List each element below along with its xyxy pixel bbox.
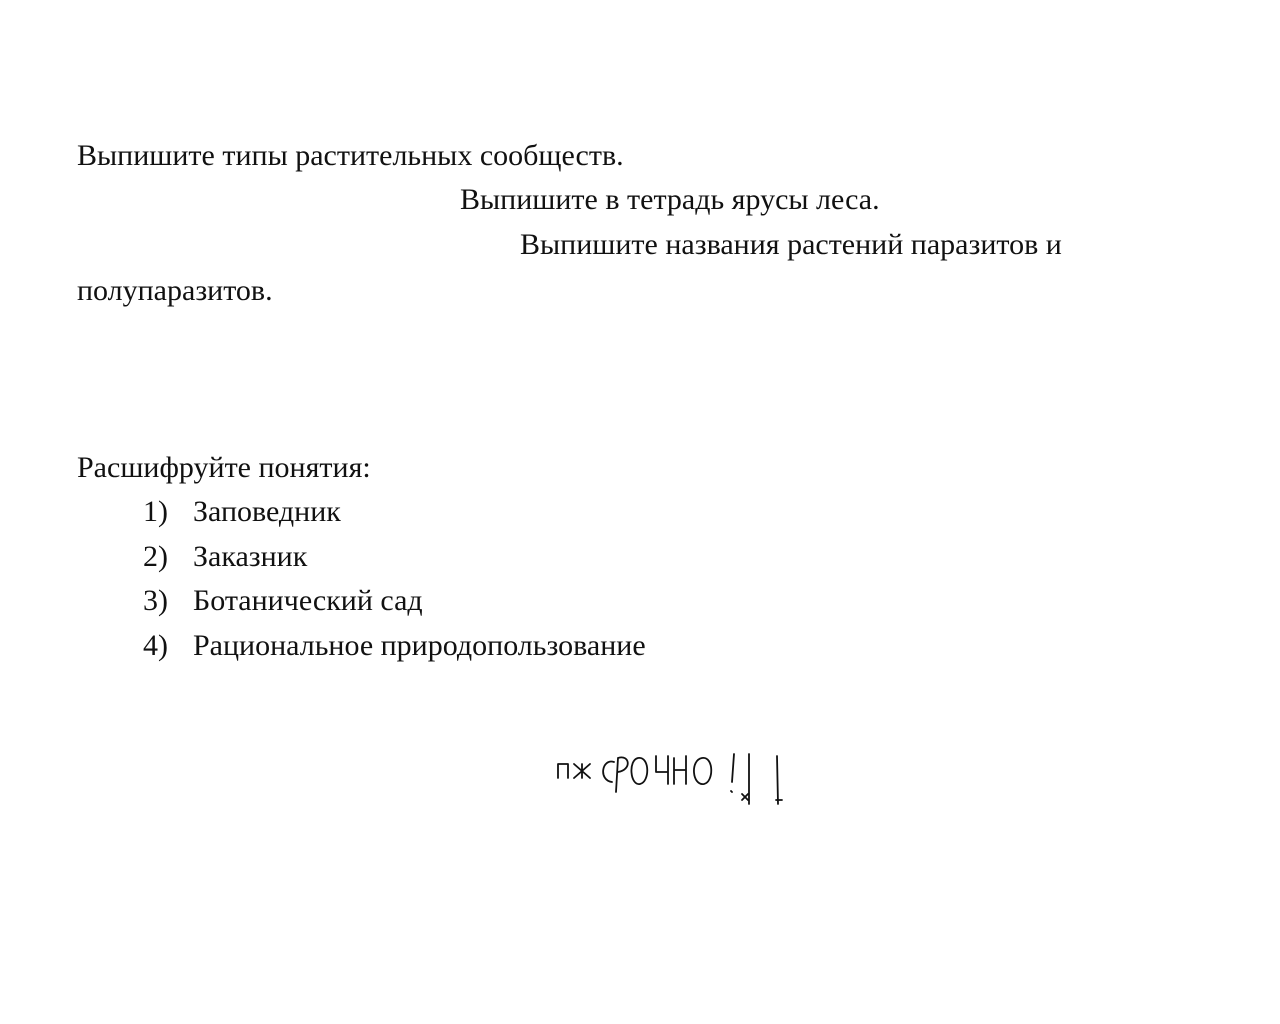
terms-heading: Расшифруйте понятия:	[77, 451, 371, 484]
handwritten-note	[552, 750, 792, 810]
task-plant-communities: Выпишите типы растительных сообществ.	[77, 139, 624, 172]
list-item-text: Заповедник	[193, 495, 341, 528]
list-item-text: Заказник	[193, 540, 308, 573]
list-item-number: 4)	[143, 629, 168, 662]
list-item-text: Рациональное природопользование	[193, 629, 646, 662]
list-item-text: Ботанический сад	[193, 584, 423, 617]
task-forest-layers: Выпишите в тетрадь ярусы леса.	[460, 183, 880, 216]
list-item-number: 1)	[143, 495, 168, 528]
list-item-number: 2)	[143, 540, 168, 573]
task-parasites-line2: полупаразитов.	[77, 274, 273, 307]
list-item-number: 3)	[143, 584, 168, 617]
task-parasites-line1: Выпишите названия растений паразитов и	[520, 228, 1062, 261]
